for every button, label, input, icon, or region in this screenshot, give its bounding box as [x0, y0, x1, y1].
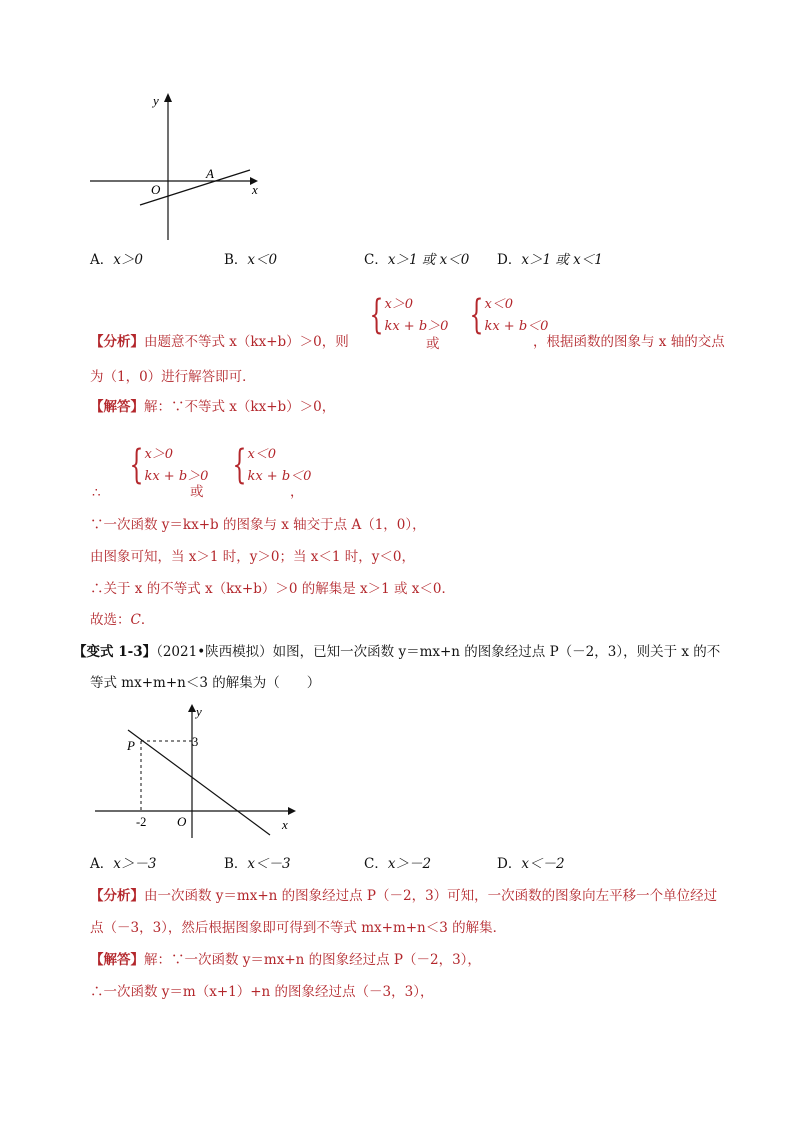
solution2-line2: ∴一次函数 y＝m（x+1）+n 的图象经过点（－3，3），: [90, 984, 434, 1000]
q1-option-c[interactable]: C．x＞1 或 x＜0: [364, 252, 470, 268]
variant-tag: 【变式 1-3】: [73, 644, 157, 660]
analysis1-or: 或: [426, 336, 440, 352]
graph1-x-label: x: [252, 182, 258, 197]
analysis1-system-2: { x＜0 kx + b＜0: [469, 292, 549, 338]
graph2-x-arrow: [288, 807, 296, 815]
analysis1-line1-b: ，根据函数的图象与 x 轴的交点: [533, 334, 725, 350]
graph-1: [85, 88, 275, 248]
q1-option-b[interactable]: B．x＜0: [224, 252, 278, 268]
variant-line1: 【变式 1-3】（2021•陕西模拟）如图，已知一次函数 y＝mx+n 的图象经过点 P（－2，3），则关于 x 的不: [73, 644, 721, 660]
graph2-x-label: x: [282, 817, 288, 832]
q2-option-a[interactable]: A．x＞－3: [90, 856, 157, 872]
solution1-system-b: { x＜0 kx + b＜0: [232, 442, 312, 488]
solution1-tag: 【解答】: [90, 399, 144, 415]
graph2-line: [128, 730, 270, 835]
analysis2-line2: 点（－3，3），然后根据图象即可得到不等式 mx+m+n＜3 的解集．: [90, 920, 507, 936]
analysis1-line2: 为（1，0）进行解答即可．: [90, 369, 256, 385]
graph2-y-label: y: [196, 704, 202, 719]
graph2-y-tick: 3: [192, 735, 199, 749]
q2-option-d[interactable]: D．x＜－2: [497, 856, 565, 872]
solution1-system-a: { x＞0 kx + b＞0: [129, 442, 209, 488]
solution1-line1: 【解答】解：∵不等式 x（kx+b）＞0，: [90, 399, 336, 415]
analysis1-line1-a: 【分析】由题意不等式 x（kx+b）＞0，则: [90, 334, 349, 350]
solution1-line3: ∵一次函数 y＝kx+b 的图象与 x 轴交于点 A（1，0），: [90, 517, 426, 533]
solution1-therefore: ∴: [92, 485, 101, 501]
graph2-p-label: P: [127, 738, 135, 753]
graph2-x-tick: -2: [136, 815, 147, 829]
solution2-tag: 【解答】: [90, 952, 144, 968]
solution1-or: 或: [190, 484, 204, 500]
q1-option-d[interactable]: D．x＞1 或 x＜1: [497, 252, 603, 268]
q2-option-b[interactable]: B．x＜－3: [224, 856, 291, 872]
graph-2: [85, 700, 305, 845]
q2-option-c[interactable]: C．x＞－2: [364, 856, 432, 872]
solution1-comma: ，: [290, 484, 304, 500]
analysis1-tag: 【分析】: [90, 334, 144, 350]
graph2-y-arrow: [188, 704, 196, 712]
graph1-origin-label: O: [151, 182, 161, 197]
analysis2-line1: 【分析】由一次函数 y＝mx+n 的图象经过点 P（－2，3）可知，一次函数的图象向左平移一个单位经过: [90, 888, 718, 904]
graph1-y-label: y: [153, 93, 159, 108]
graph2-origin-label: O: [177, 814, 187, 829]
solution1-line5: ∴关于 x 的不等式 x（kx+b）＞0 的解集是 x＞1 或 x＜0．: [90, 581, 456, 597]
q1-option-a[interactable]: A．x＞0: [90, 252, 143, 268]
graph1-y-arrow: [164, 93, 172, 102]
variant-line2: 等式 mx+m+n＜3 的解集为（ ）: [90, 675, 321, 691]
graph1-point-a-label: A: [206, 166, 214, 181]
analysis2-tag: 【分析】: [90, 888, 144, 904]
analysis1-system-1: { x＞0 kx + b＞0: [369, 292, 449, 338]
solution2-line1: 【解答】解：∵一次函数 y＝mx+n 的图象经过点 P（－2，3），: [90, 952, 481, 968]
solution1-line4: 由图象可知，当 x＞1 时，y＞0；当 x＜1 时，y＜0，: [90, 549, 416, 565]
solution1-line6: 故选：C．: [90, 612, 155, 628]
